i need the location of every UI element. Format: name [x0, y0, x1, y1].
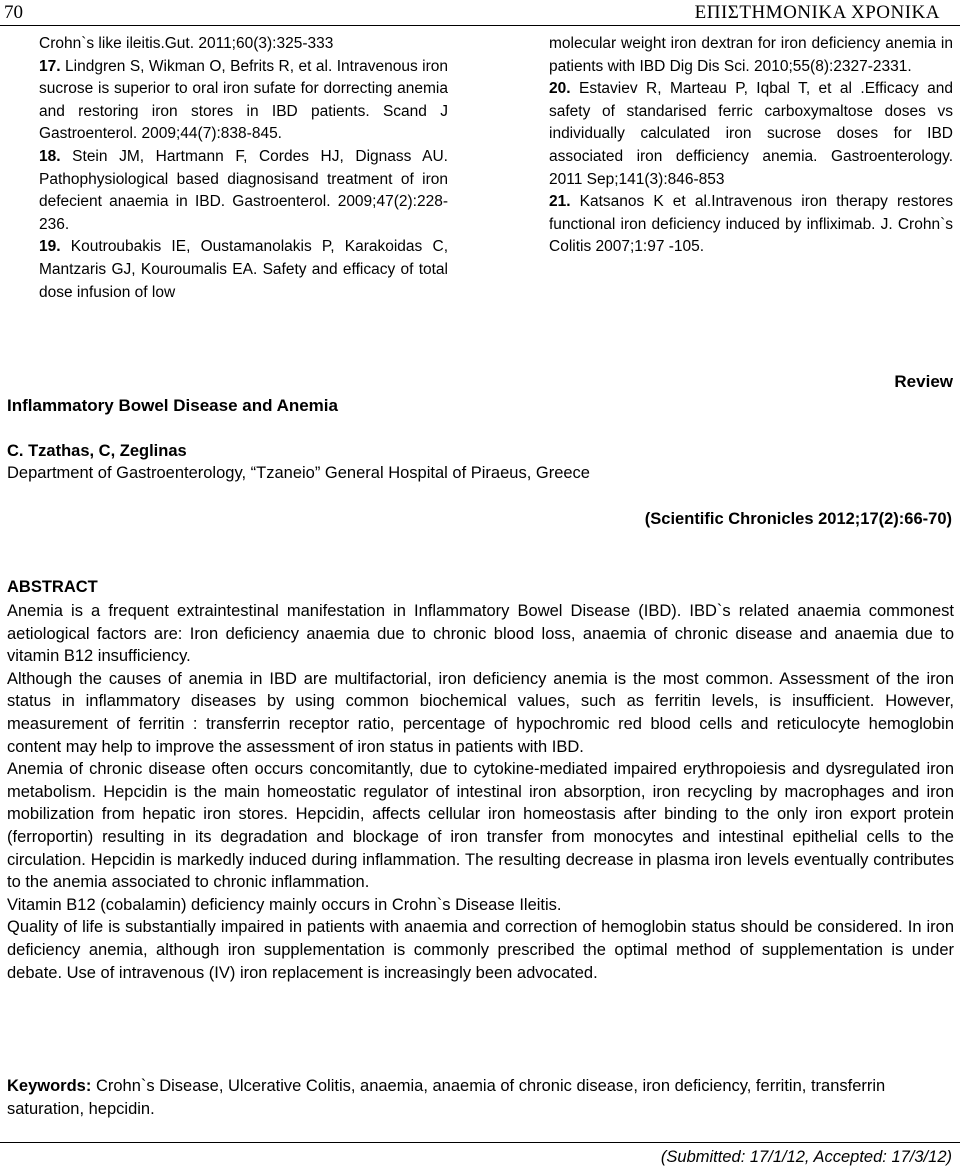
- journal-name: ΕΠΙΣΤΗΜΟΝΙΚΑ ΧΡΟΝΙΚΑ: [694, 2, 940, 23]
- abstract-body: [7, 600, 954, 984]
- reference-text: Katsanos K et al.Intravenous iron therapy restores functional iron deficiency induced by infliximab. J. Crohn`s Colitis 2007;1:97 -105.: [549, 193, 953, 256]
- references-left-column: [39, 33, 448, 304]
- reference-number: 19.: [39, 238, 61, 256]
- keywords-label: Keywords:: [7, 1077, 92, 1095]
- reference-17: [39, 56, 448, 146]
- reference-19: [39, 236, 448, 304]
- footer-rule: [0, 1142, 960, 1143]
- reference-20: [549, 78, 953, 191]
- reference-text: Stein JM, Hartmann F, Cordes HJ, Dignass AU. Pathophysiological based diagnosisand treatment of iron defecient anaemia in IBD. Gastroenterol. 2009;47(2):228-236.: [39, 147, 448, 233]
- abstract-heading: ABSTRACT: [7, 578, 98, 596]
- abstract-paragraph: Vitamin B12 (cobalamin) deficiency mainly occurs in Crohn`s Disease Ileitis.: [7, 895, 562, 914]
- article-authors: C. Tzathas, C, Zeglinas: [7, 442, 187, 460]
- reference-text: Lindgren S, Wikman O, Befrits R, et al. Intravenous iron sucrose is superior to oral iron sufate for dorrecting anemia and restoring iron stores in IBD patients. Scand J Gastroenterol. 2009;44(7):838-845.: [39, 57, 449, 143]
- reference-text: Crohn`s like ileitis.Gut. 2011;60(3):325-333: [39, 35, 334, 52]
- abstract-paragraph: Quality of life is substantially impaired in patients with anaemia and correction of hemoglobin status should be considered. In iron deficiency anemia, although iron supplementation is commonly prescribed the optimal method of supplementation is under debate. Use of intravenous (IV) iron replacement is increasingly been advocated.: [7, 918, 954, 982]
- reference-21: [549, 191, 953, 259]
- reference-continued: [549, 33, 953, 78]
- submission-dates: (Submitted: 17/1/12, Accepted: 17/3/12): [660, 1148, 952, 1166]
- reference-number: 18.: [39, 147, 61, 165]
- article-title: Inflammatory Bowel Disease and Anemia: [7, 396, 338, 415]
- references-right-column: [549, 33, 953, 259]
- keywords: [7, 1075, 954, 1120]
- reference-number: 17.: [39, 57, 61, 75]
- abstract-paragraph: Anemia is a frequent extraintestinal manifestation in Inflammatory Bowel Disease (IBD). IBD`s related anaemia commonest aetiological factors are: Iron deficiency anaemia due to chronic blood loss, anaemia of chronic disease and anaemia due to vitamin B12 insufficiency.: [7, 602, 954, 666]
- article-affiliation: Department of Gastroenterology, “Tzaneio” General Hospital of Piraeus, Greece: [7, 464, 590, 482]
- reference-number: 20.: [549, 80, 571, 98]
- abstract-paragraph: Although the causes of anemia in IBD are multifactorial, iron deficiency anemia is the most common. Assessment of the iron status in inflammatory diseases by using common biochemical values, such as ferritin levels, is insufficient. However, measurement of ferritin : transferrin receptor ratio, percentage of hypochromic red blood cells and reticulocyte hemoglobin content may help to improve the assessment of iron status in patients with IBD.: [7, 669, 954, 756]
- reference-text: Estaviev R, Marteau P, Iqbal T, et al .Efficacy and safety of standarised ferric carboxymaltose doses vs individually calculated iron sucrose doses for IBD associated iron defficiency anemia. Gastroenterology. 2011 Sep;141(3):846-853: [549, 80, 953, 188]
- reference-text: Koutroubakis IE, Oustamanolakis P, Karakoidas C, Mantzaris GJ, Kouroumalis EA. Safety and efficacy of total dose infusion of low: [39, 238, 448, 301]
- article-type-label: Review: [894, 372, 953, 391]
- reference-continued: [39, 33, 448, 56]
- reference-number: 21.: [549, 193, 571, 211]
- abstract-paragraph: Anemia of chronic disease often occurs concomitantly, due to cytokine-mediated impaired erythropoiesis and dysregulated iron metabolism. Hepcidin is the main homeostatic regulator of intestinal iron absorption, iron recycling by macrophages and iron mobilization from hepatic iron stores. Hepcidin, affects cellular iron homeostasis after binding to the only iron export protein (ferroportin) resulting in its degradation and blockage of iron transfer from monocytes and intestinal epithelial cells to the circulation. Hepcidin is markedly induced during inflammation. The resulting decrease in plasma iron levels eventually contributes to the anemia associated to chronic inflammation.: [7, 760, 954, 892]
- header-rule: [0, 25, 960, 26]
- page-number: 70: [4, 2, 23, 23]
- article-citation: (Scientific Chronicles 2012;17(2):66-70): [644, 510, 952, 528]
- reference-text: molecular weight iron dextran for iron deficiency anemia in patients with IBD Dig Dis Sci. 2010;55(8):2327-2331.: [549, 35, 953, 75]
- keywords-text: Crohn`s Disease, Ulcerative Colitis, anaemia, anaemia of chronic disease, iron deficiency, ferritin, transferrin saturation, hepcidin.: [7, 1077, 886, 1118]
- reference-18: [39, 146, 448, 236]
